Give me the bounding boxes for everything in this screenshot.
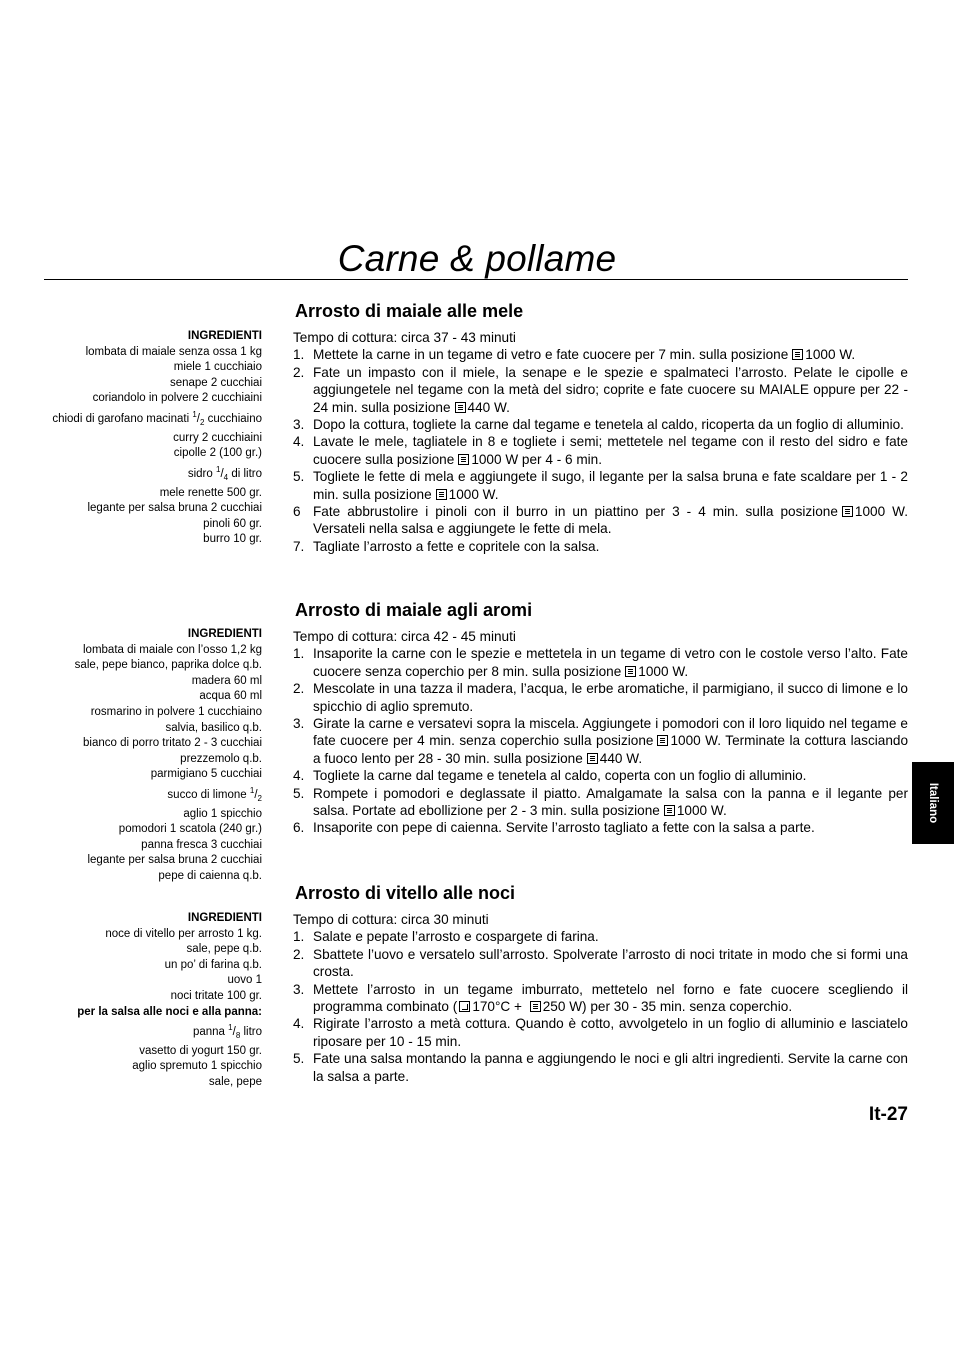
ingredient-item: sale, pepe [208,1076,262,1089]
recipe-title-maiale-aromi: Arrosto di maiale agli aromi [295,600,533,620]
ingredients-maiale-mele [22,329,262,548]
ingredient-item: acqua 60 ml [199,690,262,703]
recipe-title-vitello-noci: Arrosto di vitello alle noci [295,883,516,903]
sauce-subheading: per la salsa alle noci e alla panna: [77,1005,262,1018]
steps-maiale-mele [293,329,908,555]
ingredient-item: pomodori 1 scatola (240 gr.) [118,823,262,836]
language-tab [912,762,954,844]
ingredient-item: sale, pepe bianco, paprika dolce q.b. [74,659,262,672]
title-divider [44,279,908,280]
ingredient-item: madera 60 ml [191,674,262,687]
step-item: 5. Togliete le fette di mela e aggiungete il sugo, il legante per la salsa bruna e fate scaldare per 1 - 2 min. sulla posizione 1000 W. [293,469,908,502]
step-item: 3. Girate la carne e versatevi sopra la miscela. Aggiungete i pomodori con il loro liquido nel tegame e fate cuocere per 4 min. senza coperchio sulla posizione 1000 W. Terminate la cottura lasciando a fuoco lento per 28 - 30 min. sulla posizione 440 W. [293,716,909,766]
step-item: 4. Lavate le mele, tagliatele in 8 e togliete i semi; mettetele nel tegame con il resto del sidro e fate cuocere sulla posizione 1000 W per 4 - 6 min. [293,434,908,467]
ingredient-item: noce di vitello per arrosto 1 kg. [105,927,262,940]
ingredient-item: bianco di porro tritato 2 - 3 cucchiai [83,737,262,750]
recipe-title-maiale-mele: Arrosto di maiale alle mele [295,301,524,321]
step-item: 5. Rompete i pomodori e deglassate il piatto. Amalgamate la salsa con la panna e il legante per salsa. Portate ad ebollizione per 2 - 3 min. sulla posizione 1000 W. [293,785,908,819]
ingredient-item: sidro $^1/_4$ di litro [187,464,262,482]
step-item: 2. Sbattete l’uovo e versatelo sull’arrosto. Spolverate l’arrosto di noci tritate in modo che si formi una crosta. [293,946,908,980]
step-item: 1. Mettete la carne in un tegame di vetro e fate cuocere per 7 min. sulla posizione 1000 W. [293,347,856,363]
step-item: 3. Dopo la cottura, togliete la carne dal tegame e tenetela al caldo, ricoperta da un foglio di alluminio. [293,417,904,433]
microwave-power-icon [842,506,853,517]
ingredient-item: senape 2 cucchiai [169,376,262,389]
ingredients-maiale-aromi [22,627,262,885]
step-item: 6 Fate abbrustolire i pinoli con il burro in un piattino per 3 - 4 min. sulla posizione 1000 W. Versateli nella salsa e aggiungete le fette di mela. [293,504,909,537]
step-item: 2. Fate un impasto con il miele, la senape e le spezie e spalmateci l’arrosto. Pelate le cipolle e aggiungetele nel tegame con la metà del sidro; coprite e fate cuocere su MAIALE oppure per 22 - 24 min. sulla posizione 440 W. [293,364,908,415]
microwave-power-icon [792,349,803,360]
page-number: It-27 [868,1104,908,1125]
step-item: 1. Salate e pepate l’arrosto e cospargete di farina. [293,929,599,945]
ingredients-heading: INGREDIENTI [187,628,262,640]
microwave-power-icon [625,666,636,677]
ingredient-item: aglio 1 spicchio [183,807,262,820]
ingredient-item: lombata di maiale con l’osso 1,2 kg [83,643,262,656]
convection-oven-icon [459,1001,470,1012]
ingredient-item: burro 10 gr. [203,533,262,546]
ingredient-item: legante per salsa bruna 2 cucchiai [87,854,262,867]
ingredient-item: legante per salsa bruna 2 cucchiai [87,502,262,515]
cooking-time: Tempo di cottura: circa 30 minuti [293,912,489,927]
ingredient-item: prezzemolo q.b. [180,752,262,765]
microwave-power-icon [436,489,447,500]
cooking-time: Tempo di cottura: circa 42 - 45 minuti [293,629,516,644]
ingredient-item: pepe di caienna q.b. [158,870,262,883]
microwave-power-icon [458,454,469,465]
ingredients-heading: INGREDIENTI [187,330,262,342]
ingredient-item: pinoli 60 gr. [203,517,262,530]
step-item: 2. Mescolate in una tazza il madera, l’acqua, le erbe aromatiche, il parmigiano, il succo di limone e lo spicchio di aglio spremuto. [293,681,908,714]
cooking-time: Tempo di cottura: circa 37 - 43 minuti [293,330,516,345]
ingredient-item: rosmarino in polvere 1 cucchiaino [90,705,262,718]
step-item: 3. Mettete l’arrosto in un tegame imburrato, mettetelo nel forno e fate cuocere scegliendo il programma combinato ( 170°C + 250 W) per 30 - 35 min. senza coperchio. [293,981,908,1015]
ingredient-item: chiodi di garofano macinati $^1/_2$ cucchiaino [52,409,262,428]
microwave-power-icon [530,1001,541,1012]
ingredients-vitello-noci [22,911,262,1091]
step-item: 5. Fate una salsa montando la panna e aggiungendo le noci e gli altri ingredienti. Servite la carne con la salsa a parte. [293,1051,908,1084]
ingredient-item: uovo 1 [227,974,262,987]
step-item: 4. Rigirate l’arrosto a metà cottura. Quando è cotto, avvolgetelo in un foglio di alluminio e lasciatelo riposare per 10 - 15 min. [293,1016,908,1049]
ingredients-heading: INGREDIENTI [187,912,262,924]
microwave-power-icon [587,753,598,764]
ingredient-item: parmigiano 5 cucchiai [150,768,262,781]
ingredient-item: salvia, basilico q.b. [165,721,262,734]
microwave-power-icon [664,805,675,816]
microwave-power-icon [657,735,668,746]
ingredient-item: curry 2 cucchiaini [173,431,262,444]
language-tab-label: Italiano [926,782,939,824]
ingredient-item: noci tritate 100 gr. [170,989,262,1002]
ingredient-item: panna $^1/_8$ litro [192,1023,262,1041]
ingredient-item: mele renette 500 gr. [159,486,262,499]
ingredient-item: cipolle 2 (100 gr.) [173,447,262,460]
ingredient-item: succo di limone $^1/_2$ [167,785,262,804]
page-title: Carne & pollame [337,238,617,279]
step-item: 1. Insaporite la carne con le spezie e mettetela in un tegame di vetro con le costole verso l’alto. Fate cuocere senza coperchio per 8 min. sulla posizione 1000 W. [293,646,908,679]
ingredient-item: un po’ di farina q.b. [164,958,262,971]
ingredient-item: lombata di maiale senza ossa 1 kg [85,345,262,358]
steps-maiale-aromi [293,628,908,837]
ingredient-item: coriandolo in polvere 2 cucchiaini [92,392,262,405]
step-item: 6. Insaporite con pepe di caienna. Servite l’arrosto tagliato a fette con la salsa a parte. [293,820,815,836]
microwave-power-icon [455,402,466,413]
ingredient-item: panna fresca 3 cucchiai [141,838,262,851]
steps-vitello-noci [293,911,908,1085]
ingredient-item: sale, pepe q.b. [186,943,262,956]
step-item: 4. Togliete la carne dal tegame e tenetela al caldo, coperta con un foglio di alluminio. [293,768,807,784]
ingredient-item: vasetto di yogurt 150 gr. [139,1044,262,1057]
ingredient-item: aglio spremuto 1 spicchio [132,1060,262,1073]
step-item: 7. Tagliate l’arrosto a fette e copritele con la salsa. [293,538,600,554]
ingredient-item: miele 1 cucchiaio [173,361,262,374]
